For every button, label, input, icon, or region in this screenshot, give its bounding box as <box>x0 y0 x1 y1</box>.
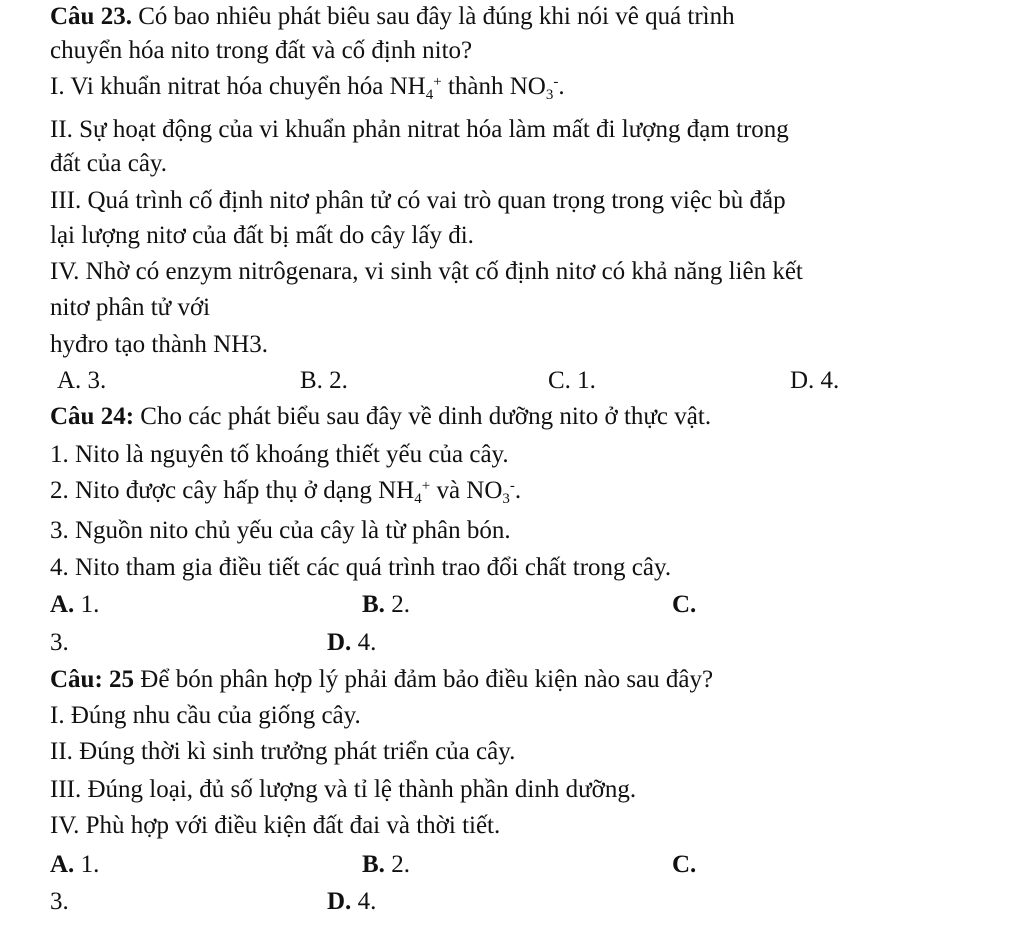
q24-s2-subscript-2: 3 <box>502 491 510 507</box>
q25-question <box>50 665 713 695</box>
q24-s2-superscript-2: - <box>509 478 515 494</box>
q24-option-c-letter[interactable] <box>672 590 696 620</box>
q25-option-a[interactable] <box>50 850 99 880</box>
q24-question <box>50 402 711 432</box>
q24-heading: Câu 24: <box>50 403 135 430</box>
q24-option-c-value[interactable]: 3. <box>50 629 69 656</box>
q24-option-a-letter: A. <box>50 591 75 618</box>
q23-statement-4-line3: hyđro tạo thành NH3. <box>50 331 269 358</box>
q23-option-d[interactable]: D. 4. <box>790 367 840 394</box>
q23-statement-3-line1: III. Quá trình cố định nitơ phân tử có vai trò quan trọng trong việc bù đắp <box>50 187 786 214</box>
q23-option-b[interactable]: B. 2. <box>300 367 348 394</box>
q25-option-d-value: 4. <box>351 888 377 915</box>
q23-s1-end: . <box>558 73 565 100</box>
q25-option-b-value: 2. <box>384 851 410 878</box>
q24-option-c-letter-text: C. <box>672 591 697 618</box>
q25-statement-2: II. Đúng thời kì sinh trưởng phát triển của cây. <box>50 738 516 765</box>
q24-statement-1: 1. Nito là nguyên tố khoáng thiết yếu của cây. <box>50 441 509 468</box>
q24-s2-superscript: + <box>421 478 431 494</box>
q23-statement-2-line2: đất của cây. <box>50 150 168 177</box>
q24-option-b[interactable] <box>362 590 410 620</box>
q25-option-d-letter: D. <box>327 888 352 915</box>
q23-option-a[interactable]: A. 3. <box>57 367 107 394</box>
q24-statement-3: 3. Nguồn nito chủ yếu của cây là từ phân bón. <box>50 517 511 544</box>
q24-s2-subscript: 4 <box>414 491 422 507</box>
q24-option-d-letter: D. <box>327 629 352 656</box>
q25-option-c-letter[interactable] <box>672 850 696 880</box>
q23-statement-4-line2: nitơ phân tử với <box>50 294 211 321</box>
q24-option-d-value: 4. <box>351 629 377 656</box>
q25-question-text: Để bón phân hợp lý phải đảm bảo điều kiện nào sau đây? <box>134 666 714 693</box>
q25-option-d[interactable] <box>327 887 376 917</box>
q23-s1-subscript-2: 3 <box>545 87 554 103</box>
q24-question-text: Cho các phát biểu sau đây về dinh dưỡng nito ở thực vật. <box>134 403 712 430</box>
q25-statement-4: IV. Phù hợp với điều kiện đất đai và thời tiết. <box>50 812 501 839</box>
q24-option-a-value: 1. <box>74 591 100 618</box>
q23-statement-4-line1: IV. Nhờ có enzym nitrôgenara, vi sinh vật cố định nitơ có khả năng liên kết <box>50 258 803 285</box>
q25-statement-3: III. Đúng loại, đủ số lượng và tỉ lệ thành phần dinh dưỡng. <box>50 776 637 803</box>
q23-s1-subscript: 4 <box>425 87 434 103</box>
q25-statement-1: I. Đúng nhu cầu của giống cây. <box>50 702 361 729</box>
q24-option-b-value: 2. <box>384 591 410 618</box>
q23-s1-superscript: + <box>433 74 442 90</box>
q25-heading: Câu: 25 <box>50 666 135 693</box>
q25-option-a-value: 1. <box>74 851 100 878</box>
q24-s2-text: 2. Nito được cây hấp thụ ở dạng NH <box>50 477 415 504</box>
q25-option-b-letter: B. <box>362 851 385 878</box>
q24-s2-mid: và NO <box>430 477 503 504</box>
q23-s1-mid: thành NO <box>441 73 546 100</box>
q24-option-d[interactable] <box>327 628 376 658</box>
q24-option-a[interactable] <box>50 590 99 620</box>
q24-option-b-letter: B. <box>362 591 385 618</box>
q23-statement-2-line1: II. Sự hoạt động của vi khuẩn phản nitrat hóa làm mất đi lượng đạm trong <box>50 116 789 143</box>
q23-statement-3-line2: lại lượng nitơ của đất bị mất do cây lấy đi. <box>50 222 474 249</box>
q23-question-line1 <box>50 2 735 32</box>
q25-option-c-letter-text: C. <box>672 851 697 878</box>
q23-s1-superscript-2: - <box>553 74 559 90</box>
q25-option-b[interactable] <box>362 850 410 880</box>
q23-question-line2: chuyển hóa nito trong đất và cố định nito? <box>50 37 473 64</box>
q23-s1-text: I. Vi khuẩn nitrat hóa chuyển hóa NH <box>50 73 426 100</box>
q24-statement-2 <box>50 476 521 506</box>
q23-question-text: Có bao nhiêu phát biêu sau đây là đúng khi nói vê quá trình <box>131 3 735 30</box>
q23-statement-1 <box>50 72 565 102</box>
q25-option-c-value[interactable]: 3. <box>50 888 69 915</box>
q23-option-c[interactable]: C. 1. <box>548 367 596 394</box>
q24-statement-4: 4. Nito tham gia điều tiết các quá trình trao đổi chất trong cây. <box>50 554 672 581</box>
q25-option-a-letter: A. <box>50 851 75 878</box>
q23-heading: Câu 23. <box>50 3 132 30</box>
q24-s2-end: . <box>514 477 522 504</box>
